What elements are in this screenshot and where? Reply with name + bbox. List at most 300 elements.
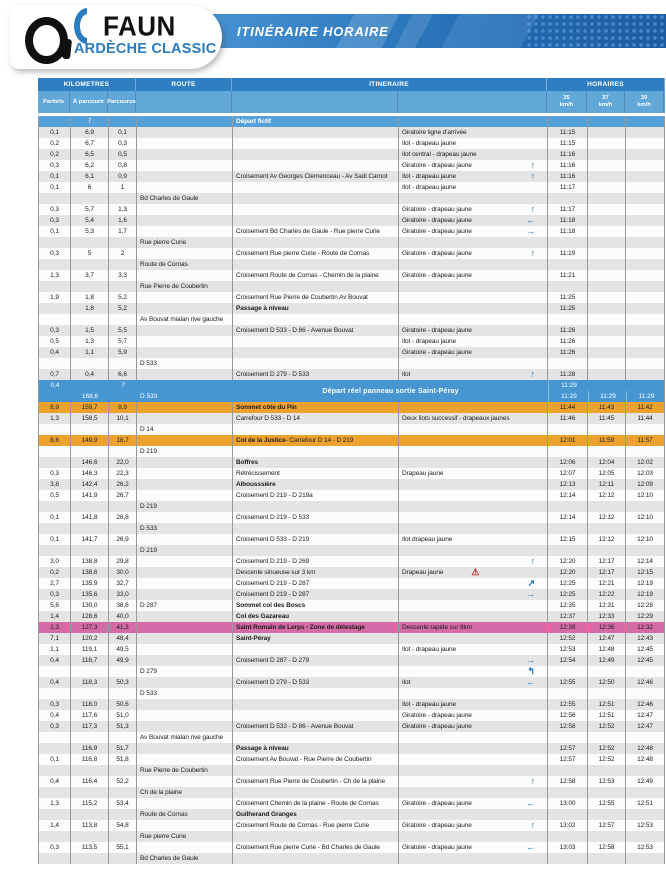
cell-partiel: 0,1 <box>39 754 71 765</box>
cell-time-35: 12:56 <box>548 710 588 721</box>
cell-time-37 <box>588 171 626 182</box>
cell-time-39: 11:42 <box>626 402 665 413</box>
table-row <box>38 325 665 336</box>
cell-route: Route de Cornas <box>137 809 233 820</box>
cell-time-39 <box>626 270 665 281</box>
cell-route <box>137 204 233 215</box>
cell-partiel <box>39 765 71 776</box>
cell-time-35: 12:15 <box>548 534 588 545</box>
cell-itineraire <box>233 314 399 325</box>
cell-route: D 219 <box>137 446 233 457</box>
table-row <box>38 523 665 534</box>
cell-a-parcourir: 113,8 <box>71 820 109 831</box>
cell-partiel <box>39 787 71 798</box>
cell-time-35 <box>548 787 588 798</box>
cell-time-37 <box>588 204 626 215</box>
cell-parcourus <box>109 446 137 457</box>
cell-a-parcourir <box>71 787 109 798</box>
cell-route <box>137 457 233 468</box>
cell-route <box>137 226 233 237</box>
cell-time-35: 12:25 <box>548 578 588 589</box>
cell-itineraire: Albousssière <box>233 479 399 490</box>
cell-itineraire: Départ fictif <box>233 116 399 127</box>
cell-partiel: 0,1 <box>39 512 71 523</box>
cell-parcourus: 51,8 <box>109 754 137 765</box>
cell-itineraire <box>233 666 399 677</box>
cell-a-parcourir <box>71 358 109 369</box>
cell-a-parcourir <box>71 237 109 248</box>
cell-parcourus: 0,3 <box>109 138 137 149</box>
cell-a-parcourir: 116,9 <box>71 743 109 754</box>
brand-subtitle: ARDÈCHE CLASSIC <box>74 41 217 57</box>
cell-parcourus <box>109 237 137 248</box>
cell-time-37: 12:04 <box>588 457 626 468</box>
cell-partiel: 0,3 <box>39 468 71 479</box>
warning-triangle-icon: ⚠ <box>471 567 480 577</box>
cell-a-parcourir <box>71 853 109 864</box>
cell-time-39: 12:10 <box>626 490 665 501</box>
cell-route: Bd Charles de Gaule <box>137 853 233 864</box>
cell-itineraire <box>233 193 399 204</box>
cell-route <box>137 611 233 622</box>
cell-parcourus <box>109 666 137 677</box>
cell-time-37 <box>588 787 626 798</box>
cell-itineraire <box>233 699 399 710</box>
cell-parcourus <box>109 193 137 204</box>
cell-parcourus: 1,6 <box>109 215 137 226</box>
cell-time-35: 12:58 <box>548 721 588 732</box>
cell-a-parcourir: 5,7 <box>71 204 109 215</box>
cell-parcourus <box>109 259 137 270</box>
cell-time-39: 11:29 <box>626 391 666 402</box>
cell-parcourus: 5,2 <box>109 292 137 303</box>
cell-parcourus <box>109 523 137 534</box>
cell-time-37 <box>588 226 626 237</box>
table-row <box>38 820 665 831</box>
table-row <box>38 457 665 468</box>
cell-partiel <box>39 259 71 270</box>
cell-a-parcourir <box>71 259 109 270</box>
cell-note: Giratoire - drapeau jaune ↑ <box>399 160 548 171</box>
cell-itineraire <box>233 446 399 457</box>
cell-note: Giratoire - drapeau jaune <box>399 325 548 336</box>
cell-parcourus: 1 <box>109 182 137 193</box>
cell-itineraire: Saint Romain de Lerps - Zone de délestage <box>233 622 399 633</box>
table-row <box>38 358 665 369</box>
cell-note <box>399 523 548 534</box>
cell-partiel: 0,2 <box>39 138 71 149</box>
cell-parcourus: 1,7 <box>109 226 137 237</box>
table-row <box>38 193 665 204</box>
cell-note <box>399 457 548 468</box>
cell-time-37 <box>588 688 626 699</box>
cell-itineraire <box>233 160 399 171</box>
cell-partiel: 0,4 <box>39 677 71 688</box>
cell-partiel: 0,3 <box>39 721 71 732</box>
cell-itineraire: Croisement Av Georges Clemenceau - Av Sadi Carnot <box>233 171 399 182</box>
cell-itineraire: Croisement Rue Pierre de Coubertin - Ch de la plaine <box>233 776 399 787</box>
cell-time-37 <box>588 765 626 776</box>
table-row <box>38 787 665 798</box>
cell-time-39 <box>626 149 665 160</box>
cell-route: Av Bouvat mialan rive gauche <box>137 314 233 325</box>
cell-a-parcourir: 1,8 <box>71 303 109 314</box>
cell-time-37: 12:57 <box>588 820 626 831</box>
cell-route <box>137 842 233 853</box>
col-header-itineraire: ITINERAIRE <box>232 78 547 91</box>
cell-partiel: 0,2 <box>39 567 71 578</box>
cell-note <box>399 424 548 435</box>
cell-time-35: 11:29 <box>548 380 589 391</box>
cell-time-37 <box>588 545 626 556</box>
cell-itineraire <box>233 215 399 226</box>
cell-parcourus: 2 <box>109 248 137 259</box>
table-row <box>38 666 665 677</box>
cell-time-35 <box>548 259 588 270</box>
cell-a-parcourir: 146,3 <box>71 468 109 479</box>
cell-time-39 <box>626 336 665 347</box>
cell-route: Route de Cornas <box>137 259 233 270</box>
cell-itineraire: Rétrécissement <box>233 468 399 479</box>
cell-partiel <box>39 732 71 743</box>
cell-parcourus: 5,5 <box>109 325 137 336</box>
cell-a-parcourir: 128,6 <box>71 611 109 622</box>
cell-itineraire <box>233 545 399 556</box>
direction-arrow-icon: ↑ <box>530 160 535 170</box>
cell-time-35 <box>548 853 588 864</box>
table-row <box>38 556 665 567</box>
cell-itineraire <box>233 710 399 721</box>
table-row <box>38 655 665 666</box>
cell-a-parcourir: 119,1 <box>71 644 109 655</box>
table-row <box>38 545 665 556</box>
table-row <box>38 831 665 842</box>
cell-time-35 <box>548 193 588 204</box>
cell-route <box>137 468 233 479</box>
cell-time-35: 11:15 <box>548 127 588 138</box>
cell-route <box>137 754 233 765</box>
cell-parcourus: 33,0 <box>109 589 137 600</box>
cell-time-39 <box>626 182 665 193</box>
cell-itineraire: Croisement D 219 - D 287 <box>233 578 399 589</box>
cell-partiel <box>39 688 71 699</box>
cell-time-39 <box>626 215 665 226</box>
cell-itineraire <box>233 358 399 369</box>
cell-partiel: 0,3 <box>39 325 71 336</box>
cell-partiel: 0,2 <box>39 149 71 160</box>
cell-partiel: 0,4 <box>39 347 71 358</box>
table-row <box>38 226 665 237</box>
cell-time-35 <box>548 424 588 435</box>
cell-time-35 <box>548 281 588 292</box>
cell-a-parcourir: 0,4 <box>71 369 109 380</box>
cell-parcourus: 22,3 <box>109 468 137 479</box>
table-row <box>38 413 665 424</box>
cell-partiel: 1,4 <box>39 820 71 831</box>
cell-a-parcourir: 142,4 <box>71 479 109 490</box>
cell-partiel <box>39 237 71 248</box>
cell-route: Av Bouvat mialan rive gauche <box>137 732 233 743</box>
cell-itineraire: Croisement D 533 - D 86 - Avenue Bouvat <box>233 721 399 732</box>
cell-route <box>137 303 233 314</box>
cell-a-parcourir <box>71 193 109 204</box>
cell-time-39: 12:53 <box>626 842 665 853</box>
cell-time-39: 11:57 <box>626 435 665 446</box>
cell-parcourus: 50,3 <box>109 677 137 688</box>
cell-note <box>399 578 548 589</box>
cell-partiel: 0,3 <box>39 215 71 226</box>
table-row <box>38 798 665 809</box>
cell-time-37 <box>588 116 626 127</box>
table-row <box>38 534 665 545</box>
cell-itineraire <box>233 204 399 215</box>
cell-route <box>137 369 233 380</box>
cell-note <box>399 831 548 842</box>
cell-parcourus <box>109 501 137 512</box>
cell-partiel: 0,3 <box>39 204 71 215</box>
subheader-parcourus: Parcourus <box>108 91 136 113</box>
cell-route: D 533 <box>140 393 158 400</box>
cell-route <box>137 534 233 545</box>
cell-note: Giratoire - drapeau jaune ↑ <box>399 204 548 215</box>
cell-time-35 <box>548 545 588 556</box>
col-header-horaires: HORAIRES <box>547 78 665 91</box>
cell-itineraire: Col de la Justice - Carrefour D 14 - D 219 <box>233 435 399 446</box>
table-row <box>38 424 665 435</box>
cell-time-35: 11:28 <box>548 369 588 380</box>
cell-time-35: 12:14 <box>548 490 588 501</box>
cell-partiel <box>39 809 71 820</box>
cell-note <box>399 776 548 787</box>
cell-time-37: 12:58 <box>588 842 626 853</box>
cell-a-parcourir: 6 <box>71 182 109 193</box>
cell-partiel: 0,3 <box>39 699 71 710</box>
cell-a-parcourir: 127,3 <box>71 622 109 633</box>
cell-note <box>399 853 548 864</box>
direction-arrow-icon: ↑ <box>530 556 535 566</box>
cell-time-37: 12:17 <box>588 556 626 567</box>
cell-time-35: 11:19 <box>548 248 588 259</box>
cell-time-37: 12:12 <box>588 490 626 501</box>
cell-partiel: 2,7 <box>39 578 71 589</box>
cell-time-39: 12:14 <box>626 556 665 567</box>
cell-parcourus: 5,2 <box>109 303 137 314</box>
cell-parcourus: 51,0 <box>109 710 137 721</box>
cell-route <box>137 743 233 754</box>
cell-time-35: 11:25 <box>548 292 588 303</box>
cell-time-35: 11:44 <box>548 402 588 413</box>
cell-partiel: 7,1 <box>39 633 71 644</box>
cell-time-39 <box>626 523 665 534</box>
cell-note: Ilot ↑ <box>399 369 548 380</box>
cell-itineraire: Boffres <box>233 457 399 468</box>
cell-time-35 <box>548 732 588 743</box>
cell-note <box>399 501 548 512</box>
banner-dots-pattern <box>526 14 666 48</box>
brand-crescent-icon <box>74 8 101 44</box>
cell-time-37: 11:43 <box>588 402 626 413</box>
cell-partiel: 0,4 <box>39 655 71 666</box>
cell-a-parcourir: 118,3 <box>71 677 109 688</box>
table-row <box>38 721 665 732</box>
cell-time-37 <box>588 138 626 149</box>
cell-time-37 <box>588 666 626 677</box>
cell-route <box>137 160 233 171</box>
cell-time-37 <box>588 732 626 743</box>
cell-time-39 <box>626 303 665 314</box>
cell-time-37: 12:48 <box>588 644 626 655</box>
table-row <box>38 127 665 138</box>
cell-partiel: 8,6 <box>39 435 71 446</box>
cell-time-39: 12:47 <box>626 721 665 732</box>
cell-a-parcourir: 118,7 <box>71 655 109 666</box>
cell-time-39: 12:48 <box>626 754 665 765</box>
cell-note <box>399 732 548 743</box>
cell-parcourus: 26,7 <box>109 490 137 501</box>
cell-partiel: 0,3 <box>39 160 71 171</box>
cell-time-39: 12:53 <box>626 820 665 831</box>
cell-time-39 <box>626 666 665 677</box>
cell-time-37: 12:17 <box>588 567 626 578</box>
cell-a-parcourir: 6,2 <box>71 160 109 171</box>
direction-arrow-icon: ↰ <box>527 666 535 676</box>
cell-route <box>137 116 233 127</box>
cell-note: Ilot - drapeau jaune <box>399 336 548 347</box>
cell-time-39 <box>626 259 665 270</box>
cell-note <box>399 490 548 501</box>
table-row <box>38 490 665 501</box>
table-row <box>38 732 665 743</box>
cell-time-39 <box>626 226 665 237</box>
cell-partiel: 0,4 <box>39 776 71 787</box>
depart-reel-label: Départ réel panneau sortie Saint-Péray <box>322 387 459 395</box>
cell-note <box>399 765 548 776</box>
cell-time-39: 12:02 <box>626 457 665 468</box>
cell-time-35 <box>548 688 588 699</box>
cell-partiel: 0,3 <box>39 842 71 853</box>
cell-route <box>137 699 233 710</box>
cell-note: Giratoire - drapeau jaune → <box>399 226 548 237</box>
cell-time-35: 11:46 <box>548 413 588 424</box>
cell-note <box>399 743 548 754</box>
brand-name: FAUN <box>103 10 176 42</box>
cell-time-35 <box>548 116 588 127</box>
cell-partiel: 0,3 <box>39 589 71 600</box>
cell-note: Ilot - drapeau jaune ↑ <box>399 171 548 182</box>
cell-partiel <box>39 743 71 754</box>
table-row <box>38 204 665 215</box>
subheader-itineraire-note <box>398 91 547 113</box>
cell-a-parcourir: 117,3 <box>71 721 109 732</box>
cell-route <box>137 512 233 523</box>
table-row <box>38 314 665 325</box>
table-row <box>38 248 665 259</box>
direction-arrow-icon: ← <box>526 215 535 225</box>
cell-time-37 <box>588 149 626 160</box>
cell-time-39 <box>626 831 665 842</box>
cell-itineraire <box>233 732 399 743</box>
cell-time-37: 12:12 <box>588 534 626 545</box>
cell-note <box>399 446 548 457</box>
cell-time-39: 12:43 <box>626 633 665 644</box>
cell-note: Giratoire - drapeau jaune <box>399 710 548 721</box>
cell-parcourus <box>109 853 137 864</box>
subheader-route <box>136 91 232 113</box>
cell-parcourus <box>109 545 137 556</box>
cell-itineraire: Croisement Rue pierre Curie - Route de Cornas <box>233 248 399 259</box>
cell-parcourus: 50,6 <box>109 699 137 710</box>
direction-arrow-icon: ← <box>526 842 535 852</box>
cell-time-35: 12:57 <box>548 754 588 765</box>
cell-route <box>137 292 233 303</box>
cell-partiel: 0,3 <box>39 248 71 259</box>
cell-a-parcourir: 158,5 <box>71 413 109 424</box>
cell-time-39: 12:10 <box>626 534 665 545</box>
cell-route <box>137 820 233 831</box>
cell-itineraire: Croisement Route de Cornas - Chemin de la plaine <box>233 270 399 281</box>
cell-route <box>137 798 233 809</box>
cell-time-35: 12:52 <box>548 633 588 644</box>
cell-a-parcourir <box>71 314 109 325</box>
cell-itineraire: Sommet côte du Pin <box>233 402 399 413</box>
cell-a-parcourir <box>71 523 109 534</box>
cell-time-39 <box>626 281 665 292</box>
cell-time-39: 12:45 <box>626 655 665 666</box>
cell-time-35: 12:55 <box>548 677 588 688</box>
cell-route <box>137 556 233 567</box>
cell-route <box>137 336 233 347</box>
cell-partiel <box>39 545 71 556</box>
cell-note <box>399 556 548 567</box>
cell-partiel <box>39 853 71 864</box>
cell-time-35 <box>548 446 588 457</box>
col-header-route: ROUTE <box>136 78 232 91</box>
brand-mark-icon <box>25 16 71 60</box>
cell-time-39: 12:19 <box>626 578 665 589</box>
cell-note: Ilot drapeau jaune <box>399 534 548 545</box>
cell-route: Rue Pierre de Coubertin <box>137 281 233 292</box>
cell-time-35: 13:03 <box>548 842 588 853</box>
col-header-37kmh: 37 km/h <box>587 91 625 113</box>
cell-partiel: 0,1 <box>39 171 71 182</box>
cell-time-35: 12:54 <box>548 655 588 666</box>
direction-arrow-icon: ↑ <box>530 248 535 258</box>
cell-time-35 <box>548 831 588 842</box>
cell-note <box>399 237 548 248</box>
cell-itineraire: Croisement D 533 - D 219 <box>233 534 399 545</box>
cell-time-35: 11:17 <box>548 204 588 215</box>
cell-a-parcourir: 135,6 <box>71 589 109 600</box>
cell-route <box>137 622 233 633</box>
cell-note: Giratoire - drapeau jaune <box>399 347 548 358</box>
cell-time-35: 12:14 <box>548 512 588 523</box>
table-row <box>38 710 665 721</box>
cell-time-39: 12:19 <box>626 589 665 600</box>
table-row <box>38 435 665 446</box>
cell-itineraire: Croisement D 279 - D 533 <box>233 369 399 380</box>
cell-itineraire: Descente sinueuse sur 3 km <box>233 567 399 578</box>
cell-partiel: 0,4 <box>39 710 71 721</box>
cell-time-35: 12:37 <box>548 611 588 622</box>
cell-time-35: 12:06 <box>548 457 588 468</box>
cell-route: D 533 <box>137 688 233 699</box>
cell-note <box>399 688 548 699</box>
cell-time-37 <box>588 248 626 259</box>
cell-a-parcourir: 116,4 <box>71 776 109 787</box>
cell-parcourus: 26,2 <box>109 479 137 490</box>
cell-partiel <box>39 358 71 369</box>
cell-note: Giratoire - drapeau jaune ← <box>399 215 548 226</box>
